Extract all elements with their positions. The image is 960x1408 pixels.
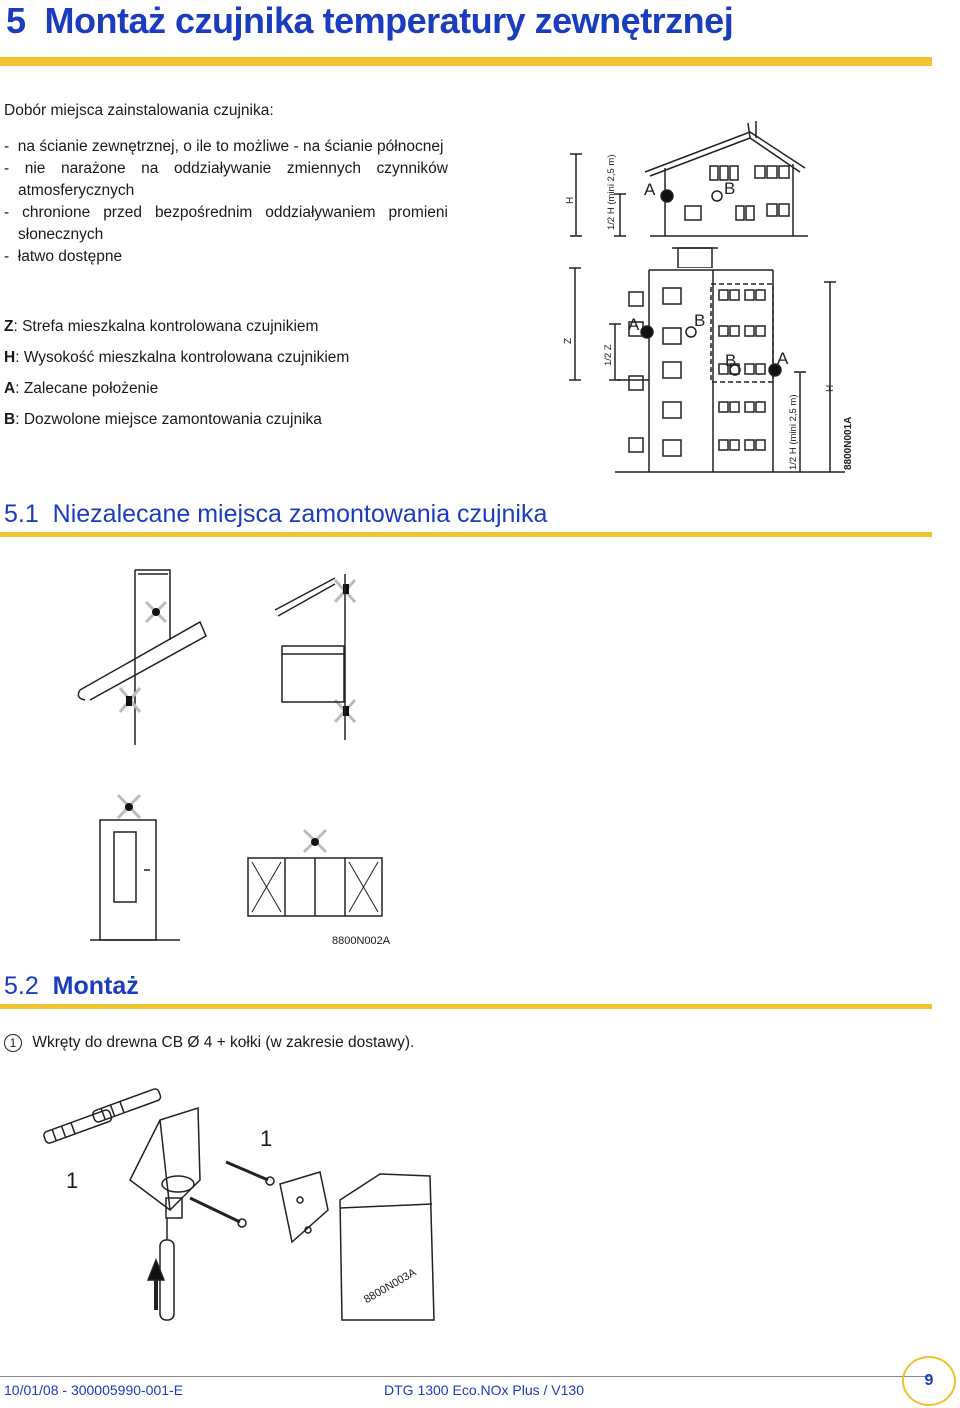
page-title <box>6 0 733 42</box>
footer-rule <box>0 1376 932 1377</box>
building-a-label-2: A <box>777 349 789 368</box>
footer-product: DTG 1300 Eco.NOx Plus / V130 <box>384 1382 584 1398</box>
bullet-1: - na ścianie zewnętrznej, o ile to możliwe - na ścianie północnej <box>4 138 444 155</box>
mounting-callout-left: 1 <box>66 1168 79 1193</box>
not-recommended-figure <box>60 560 410 960</box>
mounting-callout-right: 1 <box>260 1126 273 1151</box>
bullet-2: - nie narażone na oddziaływanie zmiennych czynników <box>4 160 448 177</box>
building-half-z-label: 1/2 Z <box>603 344 614 366</box>
legend-b: B: Dozwolone miejsce zamontowania czujnika <box>4 411 322 428</box>
building-h-label: H <box>825 384 836 392</box>
mounting-note: 1 Wkręty do drewna CB Ø 4 + kołki (w zakresie dostawy). <box>4 1032 414 1054</box>
building-a-label-1: A <box>628 315 640 334</box>
figure-code-5-1: 8800N002A <box>332 935 391 947</box>
legend <box>4 311 349 435</box>
footer-document-id: 10/01/08 - 300005990-001-E <box>4 1382 184 1398</box>
legend-h: H: Wysokość mieszkalna kontrolowana czujnikiem <box>4 349 350 366</box>
section-title: Montaż czujnika temperatury zewnętrznej <box>44 0 734 41</box>
legend-z: Z: Strefa mieszkalna kontrolowana czujnikiem <box>4 318 319 335</box>
mounting-figure <box>30 1080 450 1340</box>
section-5-1-heading: 5.1 Niezalecane miejsca zamontowania czujnika <box>4 500 548 528</box>
bullet-4: - łatwo dostępne <box>4 248 123 265</box>
bullet-2-cont: atmosferycznych <box>18 182 135 199</box>
page-number: 9 <box>902 1356 956 1406</box>
bullet-3: - chronione przed bezpośrednim oddziaływaniem promieni <box>4 204 448 221</box>
legend-a: A: Zalecane położenie <box>4 380 159 397</box>
building-figure-labels <box>555 262 855 474</box>
intro-text: Dobór miejsca zainstalowania czujnika: <box>4 102 274 119</box>
section-5-2-heading: 5.2 Montaż <box>4 972 139 1000</box>
callout-marker: 1 <box>4 1034 22 1052</box>
building-z-label: Z <box>563 337 574 344</box>
section-number: 5 <box>6 0 26 41</box>
figure-code-5-2: 8800N003A <box>362 1266 419 1306</box>
building-b-label-1: B <box>694 311 706 330</box>
house-b-label: B <box>724 179 736 198</box>
house-half-h-label: 1/2 H (mini 2,5 m) <box>606 154 617 230</box>
heading-rule <box>0 57 932 66</box>
house-a-label: A <box>644 180 656 199</box>
building-figure-code: 8800N001A <box>843 416 854 470</box>
house-h-label: H <box>565 196 576 204</box>
building-half-h-label: 1/2 H (mini 2,5 m) <box>788 394 799 470</box>
bullet-3-cont: słonecznych <box>18 226 104 243</box>
section-5-2-rule <box>0 1004 932 1009</box>
section-5-1-rule <box>0 532 932 537</box>
bullet-list <box>4 136 448 268</box>
building-b-label-2: B <box>725 351 737 370</box>
house-figure-labels <box>560 118 820 268</box>
